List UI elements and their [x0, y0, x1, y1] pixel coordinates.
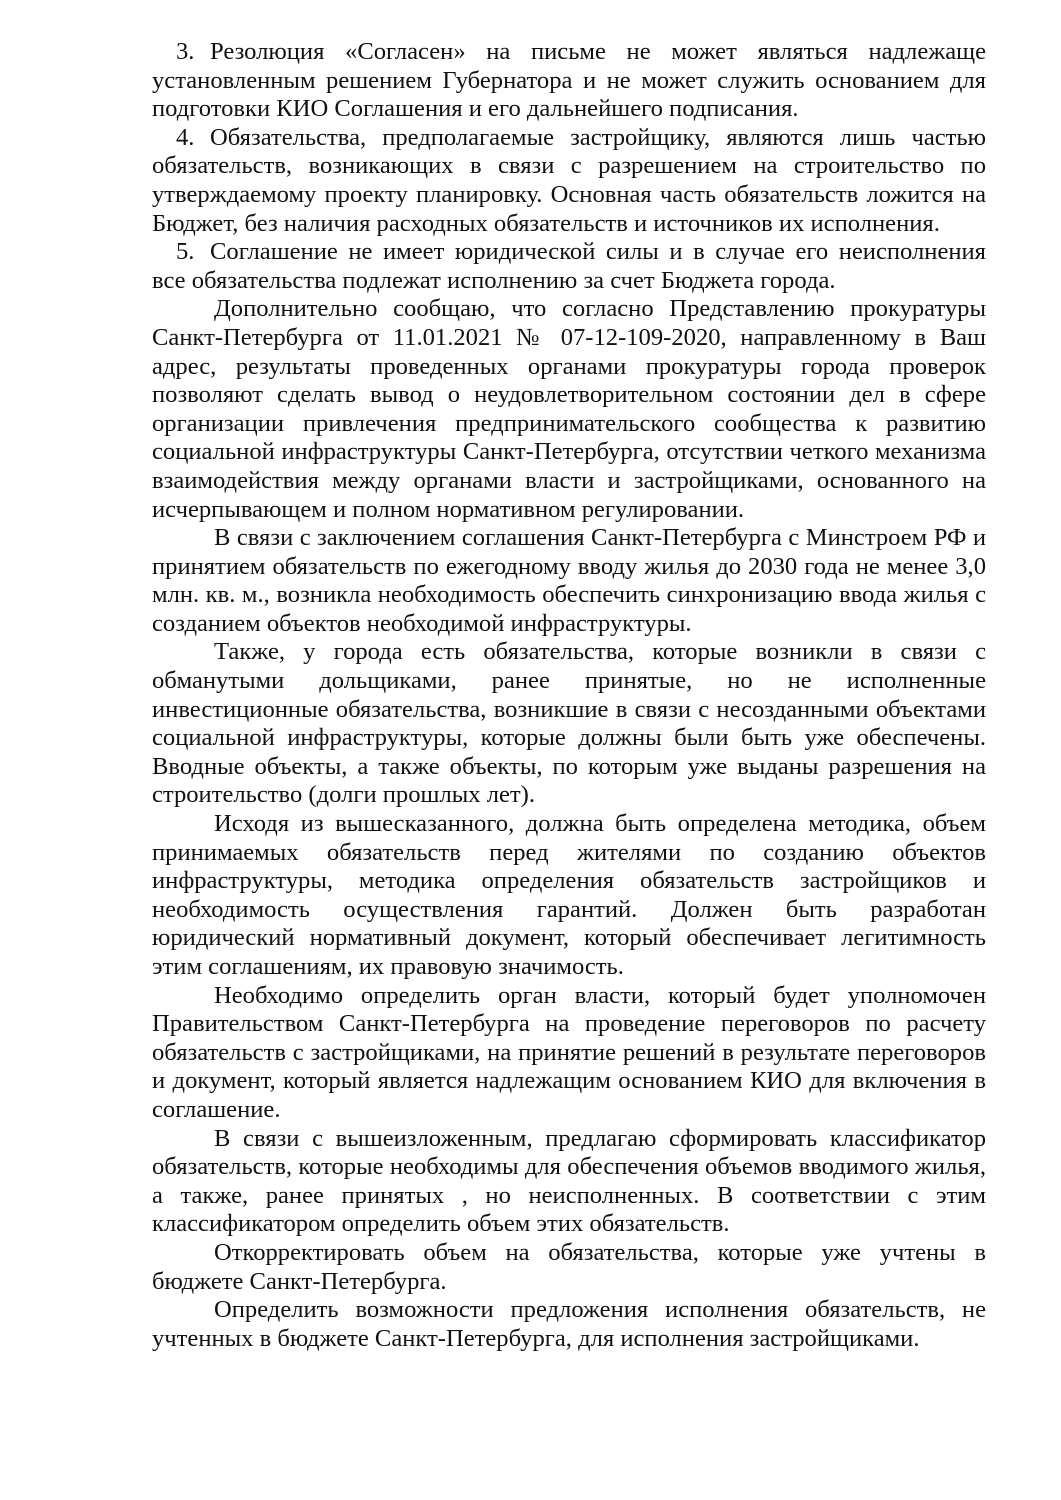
- document-page: [152, 38, 986, 1353]
- item-text: Соглашение не имеет юридической силы и в случае его неисполнения все обязательства подлежат исполнению за счет Бюджета города.: [152, 238, 986, 294]
- numbered-item-5: [152, 238, 986, 295]
- paragraph-authority: Необходимо определить орган власти, который будет уполномочен Правительством Санкт-Петербурга на проведение переговоров по расчету обязательств с застройщиками, на принятие решений в результате переговоров и документ, который является надлежащим основанием КИО для включения в соглашение.: [152, 981, 986, 1123]
- paragraph-city-obligations: Также, у города есть обязательства, которые возникли в связи с обманутыми дольщиками, ранее принятые, но не исполненные инвестиционные обязательства, возникшие в связи с несозданными объектами социальной инфраструктуры, которые должны были быть уже обеспечены. Вводные объекты, а также объекты, по которым уже выданы разрешения на строительство (долги прошлых лет).: [152, 638, 986, 809]
- item-text: Резолюция «Согласен» на письме не может являться надлежаще установленным решением Губернатора и не может служить основанием для подготовки КИО Соглашения и его дальнейшего подписания.: [152, 38, 986, 123]
- numbered-item-4: [152, 124, 986, 238]
- item-number: 3.: [176, 38, 195, 65]
- paragraph-minstroy-agreement: В связи с заключением соглашения Санкт-Петербурга с Минстроем РФ и принятием обязательств по ежегодному вводу жилья до 2030 года не менее 3,0 млн. кв. м., возникла необходимость обеспечить синхронизацию ввода жилья с созданием объектов необходимой инфраструктуры.: [152, 524, 986, 637]
- paragraph-budget-adjustment: Откорректировать объем на обязательства, которые уже учтены в бюджете Санкт-Петербурга.: [152, 1238, 986, 1295]
- paragraph-methodology: Исходя из вышесказанного, должна быть определена методика, объем принимаемых обязательств перед жителями по созданию объектов инфраструктуры, методика определения обязательств застройщиков и необходимость осуществления гарантий. Должен быть разработан юридический нормативный документ, который обеспечивает легитимность этим соглашениям, их правовую значимость.: [152, 810, 986, 980]
- item-number: 4.: [176, 123, 195, 151]
- paragraph-classifier-proposal: В связи с вышеизложенным, предлагаю сформировать классификатор обязательств, которые необходимы для обеспечения объемов вводимого жилья, а также, ранее принятых , но неисполненных. В соответствии с этим классификатором определить объем этих обязательств.: [152, 1124, 986, 1238]
- numbered-item-3: [152, 38, 986, 124]
- item-number: 5.: [176, 238, 195, 266]
- item-text: Обязательства, предполагаемые застройщику, являются лишь частью обязательств, возникающих в связи с разрешением на строительство по утверждаемому проекту планировку. Основная часть обязательств ложится на Бюджет, без наличия расходных обязательств и источников их исполнения.: [152, 123, 986, 237]
- paragraph-prosecutor-representation: Дополнительно сообщаю, что согласно Представлению прокуратуры Санкт-Петербурга от 11.01.2021 № 07-12-109-2020, направленному в Ваш адрес, результаты проведенных органами прокуратуры города проверок позволяют сделать вывод о неудовлетворительном состоянии дел в сфере организации привлечения предпринимательского сообщества к развитию социальной инфраструктуры Санкт-Петербурга, отсутствии четкого механизма взаимодействия между органами власти и застройщиками, основанного на исчерпывающем и полном нормативном регулировании.: [152, 295, 986, 523]
- paragraph-developer-execution: Определить возможности предложения исполнения обязательств, не учтенных в бюджете Санкт-Петербурга, для исполнения застройщиками.: [152, 1296, 986, 1352]
